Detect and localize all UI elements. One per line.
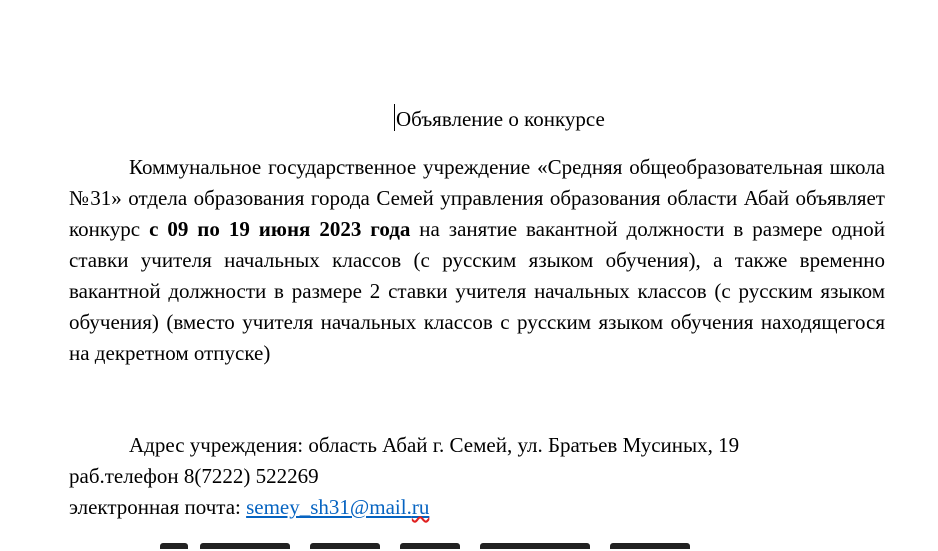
paragraph-text-end: на занятие вакантной должности в размере одной ставки учителя начальных классов (с русским языком обучения), а также временно вакантной должности в размере 2 ставки учителя начальных классов (с русским языком обучения) (вместо учителя начальных классов с русским языком обучения находящегося на декретном отпуске) <box>69 217 885 365</box>
email-link[interactable] <box>246 495 429 519</box>
contact-block <box>69 430 885 523</box>
announcement-paragraph <box>69 152 885 369</box>
text-cursor <box>394 104 395 131</box>
paragraph-text-start: Коммунальное государственное учреждение «Средняя общеобразовательная школа №31» отдела образования города Семей управления образования области Абай объявляет конкурс <box>69 155 885 241</box>
cut-off-text-line <box>160 543 720 551</box>
email-link-domain: ru <box>411 495 430 519</box>
competition-dates: с 09 по 19 июня 2023 года <box>149 217 411 241</box>
email-line <box>69 492 885 523</box>
document-title: Объявление о конкурсе <box>396 107 605 131</box>
email-label: электронная почта: <box>69 495 247 519</box>
email-link-main: semey_sh31@mail. <box>246 495 412 519</box>
phone-line: раб.телефон 8(7222) 522269 <box>69 464 319 488</box>
address-line: Адрес учреждения: область Абай г. Семей, ул. Братьев Мусиных, 19 <box>129 433 740 457</box>
